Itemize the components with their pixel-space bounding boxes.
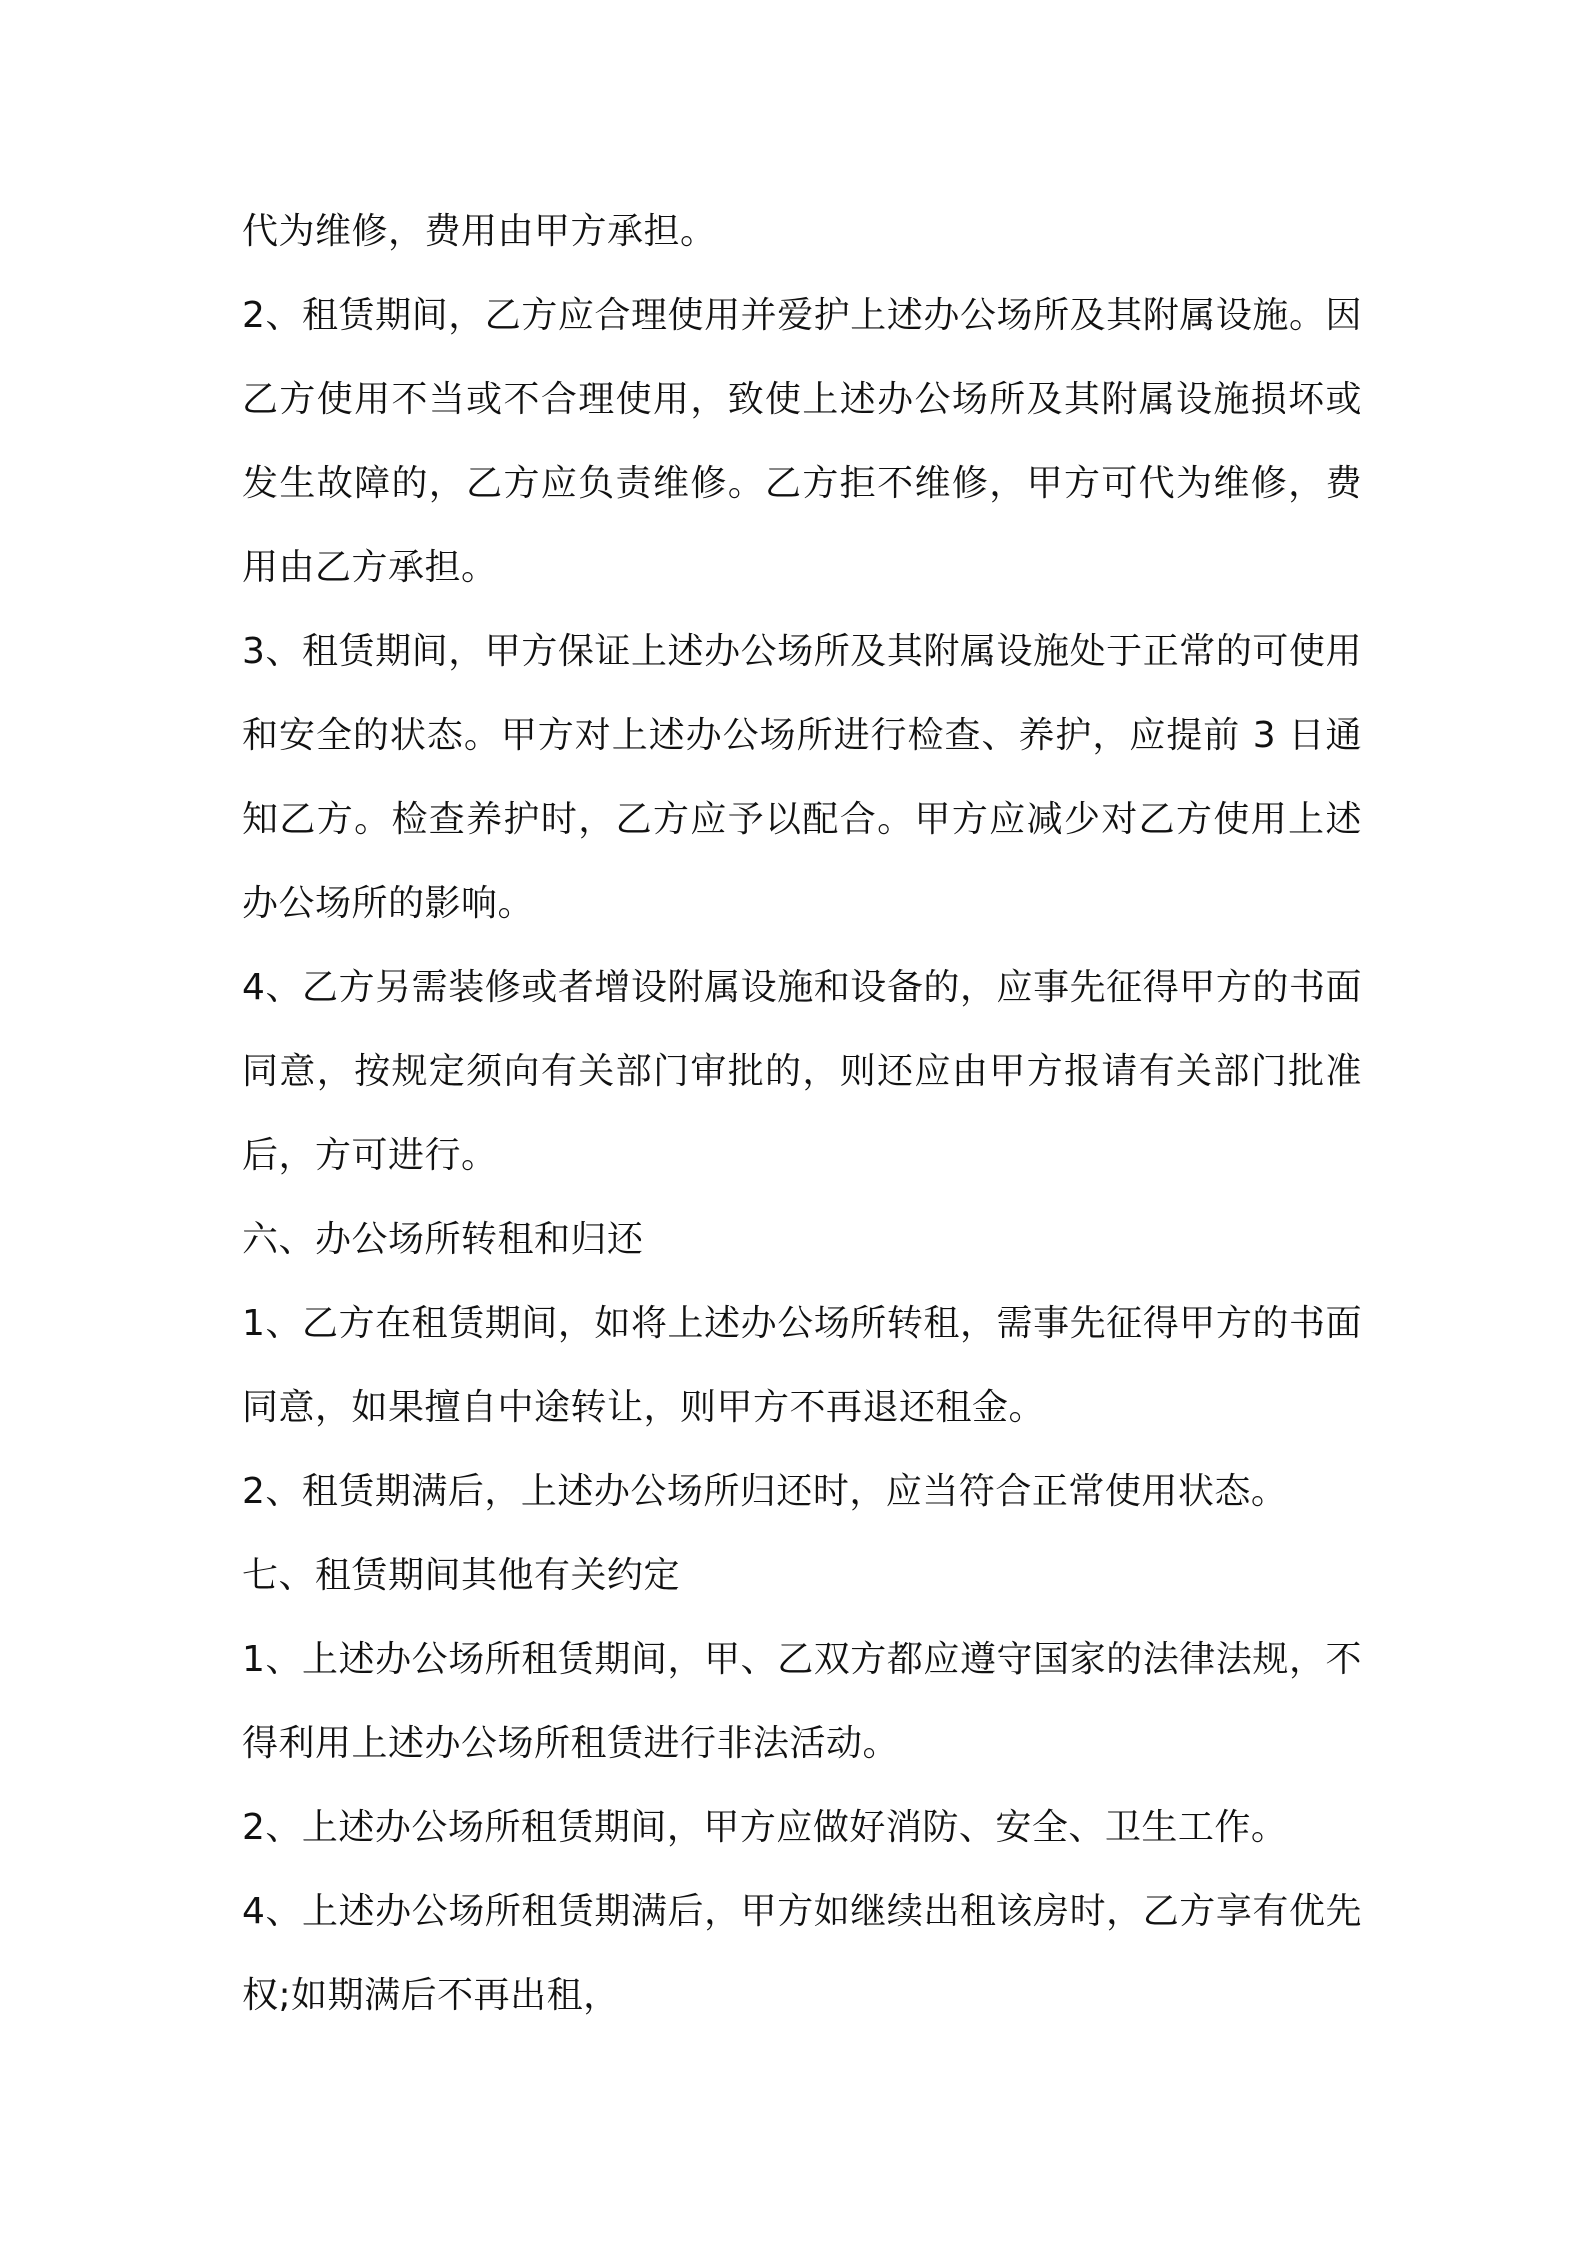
paragraph-clause-6-2: 2、租赁期满后，上述办公场所归还时，应当符合正常使用状态。	[242, 1471, 1288, 1512]
paragraph-clause-5-3: 3、租赁期间，甲方保证上述办公场所及其附属设施处于正常的可使用和安全的状态。甲方对上述办公场所进行检查、养护，应提前 3 日通知乙方。检查养护时，乙方应予以配合。甲方应减少对乙方使用上述办公场所的影响。	[242, 631, 1362, 924]
paragraph-clause-7-2: 2、上述办公场所租赁期间，甲方应做好消防、安全、卫生工作。	[242, 1807, 1288, 1848]
paragraph-clause-6-1: 1、乙方在租赁期间，如将上述办公场所转租，需事先征得甲方的书面同意，如果擅自中途转让，则甲方不再退还租金。	[242, 1303, 1362, 1428]
paragraph-clause-5-2: 2、租赁期间，乙方应合理使用并爱护上述办公场所及其附属设施。因乙方使用不当或不合理使用，致使上述办公场所及其附属设施损坏或发生故障的，乙方应负责维修。乙方拒不维修，甲方可代为维修，费用由乙方承担。	[242, 295, 1362, 588]
section-heading-6: 六、办公场所转租和归还	[242, 1219, 644, 1260]
paragraph-clause-7-1: 1、上述办公场所租赁期间，甲、乙双方都应遵守国家的法律法规，不得利用上述办公场所租赁进行非法活动。	[242, 1639, 1362, 1764]
section-heading-7: 七、租赁期间其他有关约定	[242, 1555, 681, 1596]
paragraph-clause-5-4: 4、乙方另需装修或者增设附属设施和设备的，应事先征得甲方的书面同意，按规定须向有关部门审批的，则还应由甲方报请有关部门批准后，方可进行。	[242, 967, 1362, 1176]
document-body	[242, 190, 1362, 2038]
paragraph-repair-cost: 代为维修，费用由甲方承担。	[242, 211, 717, 252]
paragraph-clause-7-4: 4、上述办公场所租赁期满后，甲方如继续出租该房时，乙方享有优先权;如期满后不再出租，	[242, 1891, 1362, 2016]
